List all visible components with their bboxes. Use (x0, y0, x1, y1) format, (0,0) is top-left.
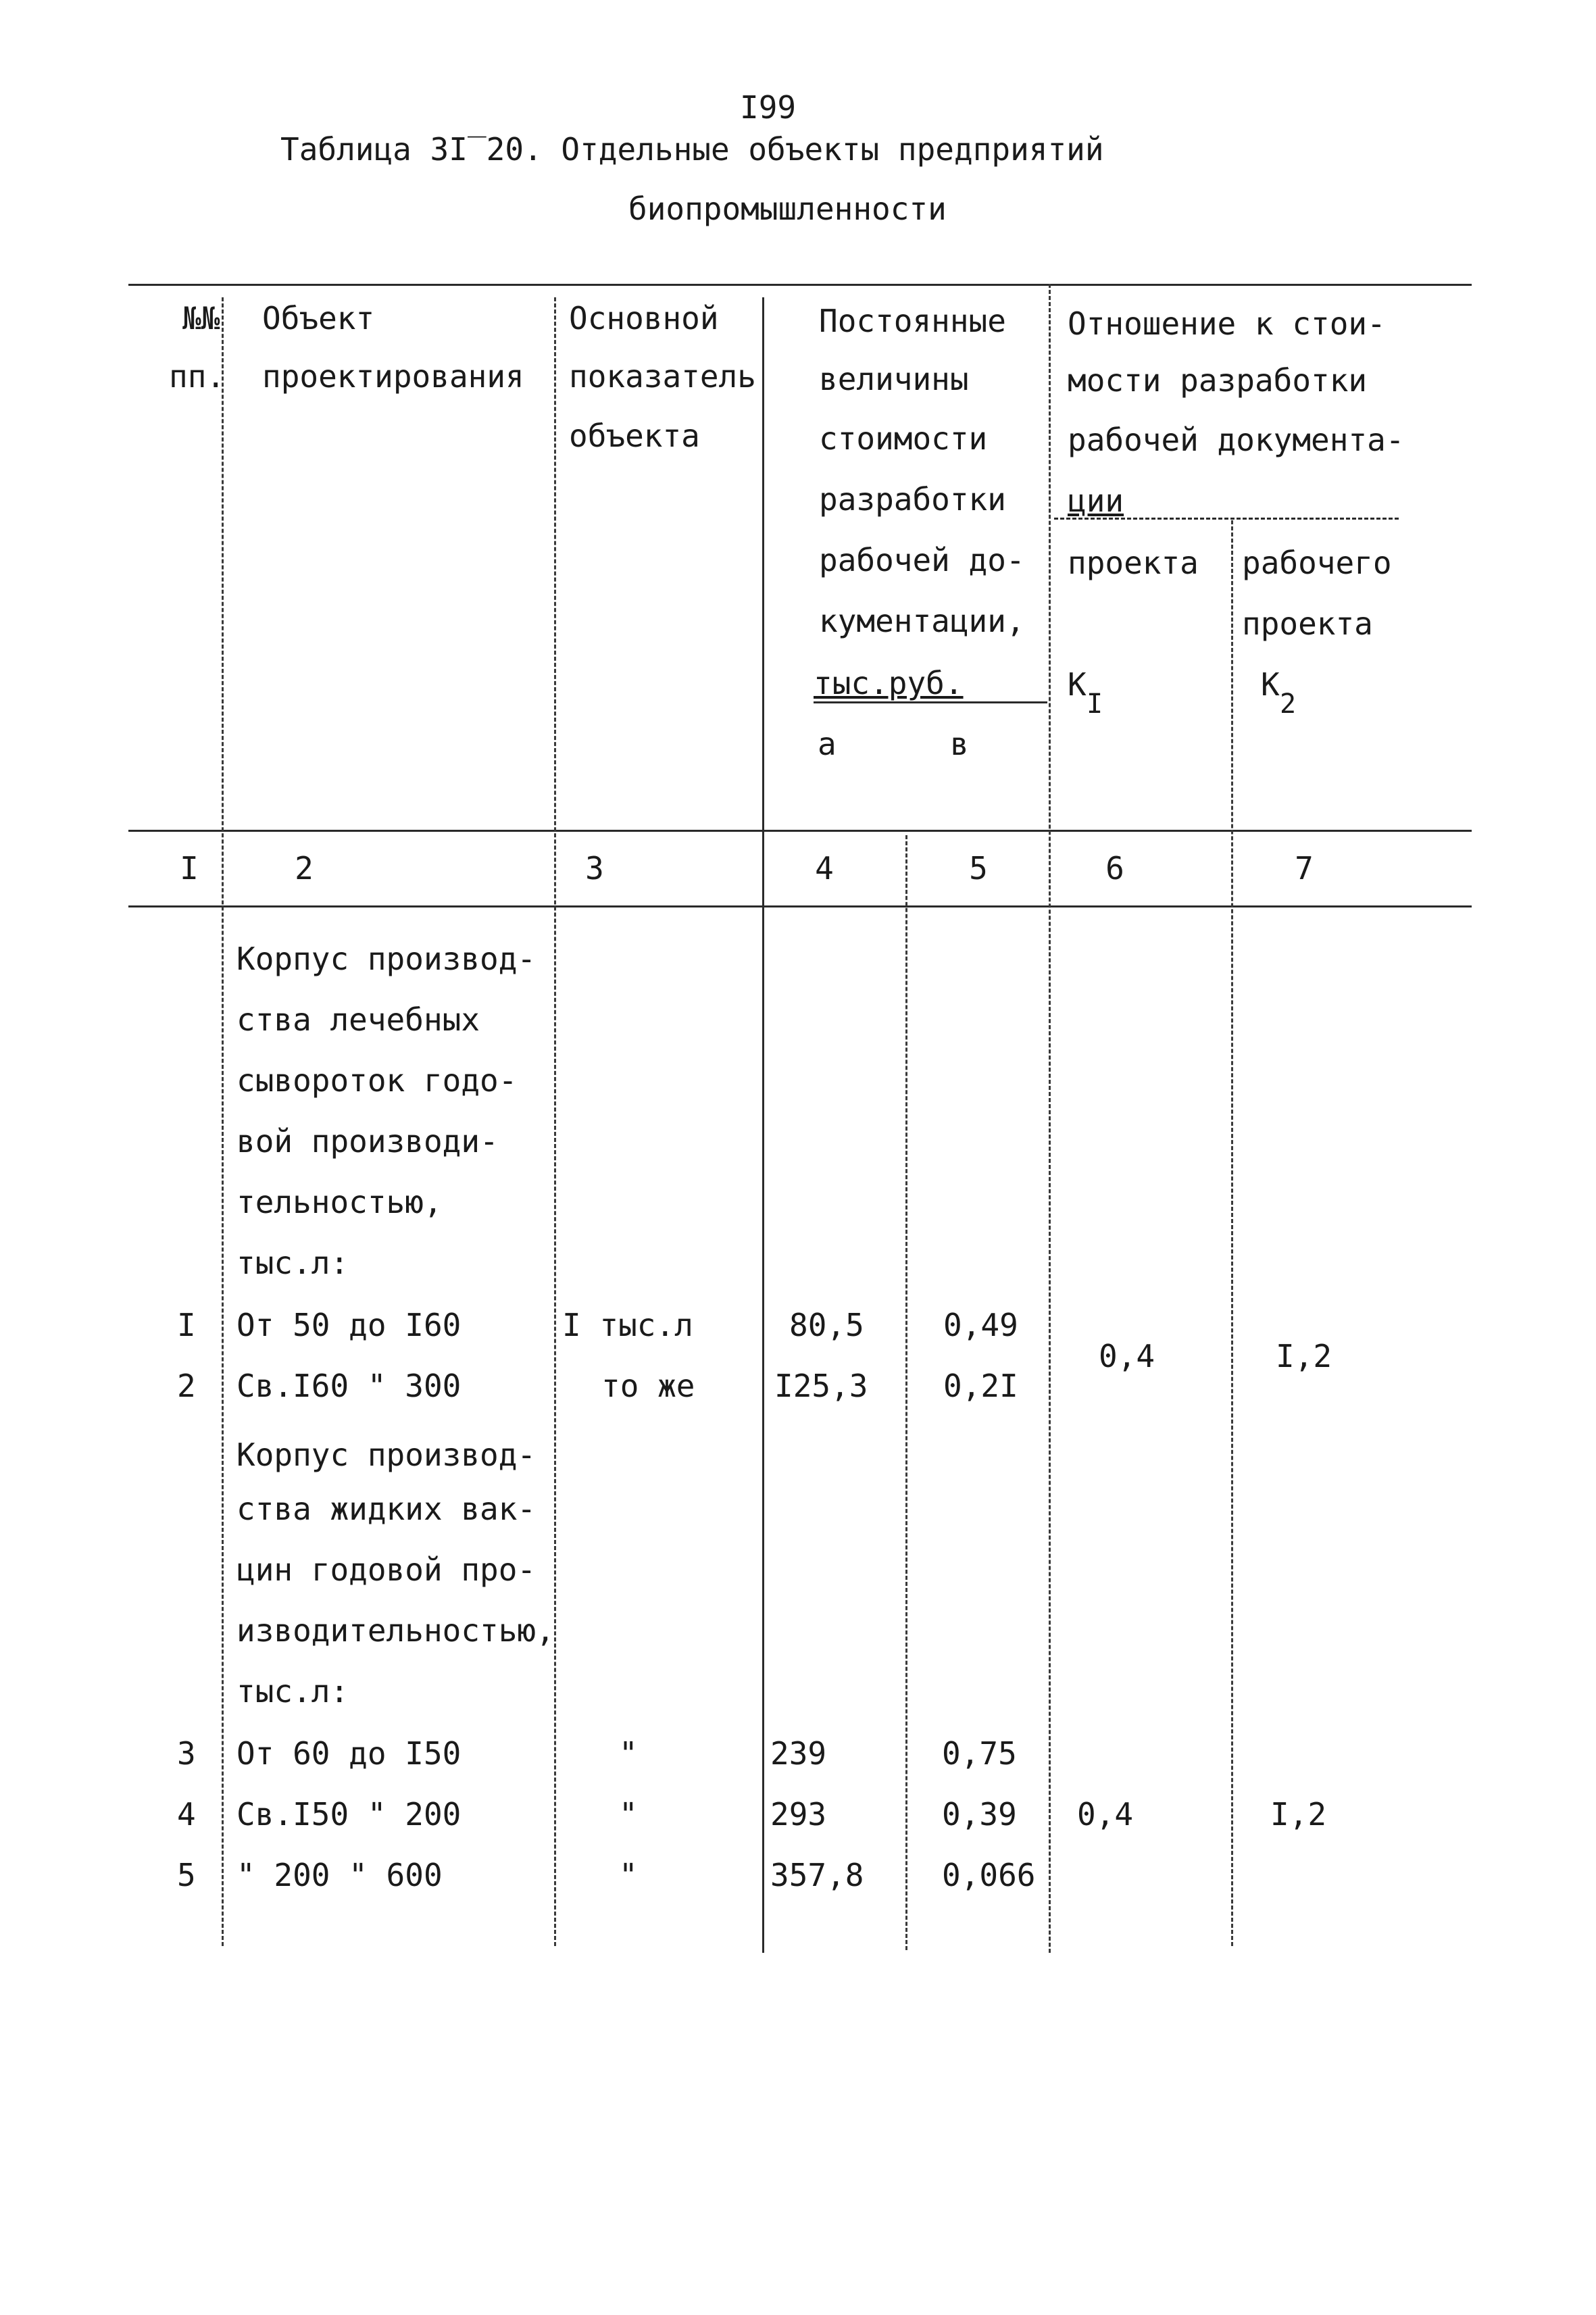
header-col67-line2: мости разработки (1068, 362, 1368, 399)
col-sep-1 (222, 297, 224, 1946)
header-col3-line3: объекта (569, 418, 700, 454)
row-value-b: 0,75 (942, 1735, 1017, 1772)
header-col45-line1: Постоянные (819, 303, 1006, 339)
group1-title-line5: тельностью, (236, 1184, 443, 1220)
header-col45-line4: разработки (819, 481, 1006, 518)
header-col45-unit: тыс.руб. (814, 665, 964, 701)
group1-title-line6: тыс.л: (236, 1245, 349, 1281)
table-title: Таблица 3I‾20. Отдельные объекты предприятий (280, 131, 1104, 168)
group2-title-line5: тыс.л: (236, 1673, 349, 1710)
row-indicator: " (619, 1735, 638, 1772)
row-value-a: 80,5 (789, 1307, 864, 1343)
row-value-a: 357,8 (770, 1857, 864, 1893)
header-col45-line3: стоимости (819, 420, 988, 457)
header-col1-line1: №№ (182, 300, 220, 337)
header-col6-label: проекта (1068, 545, 1199, 581)
col-sep-2 (554, 297, 556, 1946)
colnum-4: 4 (815, 850, 834, 887)
row-indicator: " (619, 1857, 638, 1893)
row-number: 2 (177, 1368, 196, 1404)
row-indicator: то же (601, 1368, 695, 1404)
group2-k2: I,2 (1270, 1796, 1327, 1833)
colnum-1: I (180, 850, 199, 887)
group2-title-line4: изводительностью, (236, 1612, 555, 1649)
header-col3-line2: показатель (569, 358, 756, 395)
col-sep-3 (762, 297, 764, 1953)
page-number: I99 (740, 89, 797, 126)
col-sep-4 (905, 835, 907, 1950)
header-col3-line1: Основной (569, 300, 719, 337)
group1-title-line3: сывороток годо- (236, 1062, 518, 1099)
colnum-3: 3 (585, 850, 604, 887)
header-col7-line2: проекта (1242, 605, 1373, 642)
row-object: От 60 до I50 (236, 1735, 462, 1772)
header-col6-k-sub: I (1087, 689, 1103, 720)
header-col2-line2: проектирования (262, 358, 524, 395)
header-col7-k-sub: 2 (1280, 689, 1297, 720)
row-value-b: 0,39 (942, 1796, 1017, 1833)
header-col1-line2: пп. (169, 358, 226, 395)
group2-title-line2: ства жидких вак- (236, 1491, 537, 1527)
header-col5-sub: в (950, 726, 969, 762)
row-value-a: I25,3 (774, 1368, 868, 1404)
row-object: От 50 до I60 (236, 1307, 462, 1343)
row-value-b: 0,066 (942, 1857, 1036, 1893)
col-sep-5 (1049, 284, 1051, 1953)
header-col45-line6: кументации, (819, 603, 1025, 639)
col-sep-6 (1231, 520, 1233, 1946)
numbers-bottom-rule (128, 905, 1472, 907)
group1-k1: 0,4 (1099, 1338, 1155, 1374)
row-number: 5 (177, 1857, 196, 1893)
group2-k1: 0,4 (1077, 1796, 1134, 1833)
row-value-a: 239 (770, 1735, 827, 1772)
row-number: I (177, 1307, 196, 1343)
colnum-2: 2 (295, 850, 314, 887)
group2-title-line3: цин годовой про- (236, 1551, 537, 1588)
group1-title-line4: вой производи- (236, 1123, 499, 1160)
header-col45-line5: рабочей до- (819, 542, 1025, 578)
colnum-6: 6 (1105, 850, 1124, 887)
row-value-a: 293 (770, 1796, 827, 1833)
header-col67-line3: рабочей документа- (1068, 422, 1405, 458)
group1-title-line1: Корпус производ- (236, 941, 537, 977)
row-value-b: 0,2I (943, 1368, 1018, 1404)
header-col2-line1: Объект (262, 300, 375, 337)
row-object: Св.I60 " 300 (236, 1368, 462, 1404)
group2-title-line1: Корпус производ- (236, 1437, 537, 1473)
group1-title-line2: ства лечебных (236, 1001, 480, 1038)
colnum-7: 7 (1295, 850, 1314, 887)
header-unit-underline (814, 701, 1047, 703)
colnum-5: 5 (969, 850, 988, 887)
header-col67-line4: ции (1068, 482, 1124, 519)
row-value-b: 0,49 (943, 1307, 1018, 1343)
row-indicator: I тыс.л (562, 1307, 693, 1343)
table-top-rule (128, 284, 1472, 286)
header-col7-k: К (1261, 666, 1280, 703)
header-col67-line1: Отношение к стои- (1068, 305, 1386, 342)
header-col45-line2: величины (819, 361, 969, 397)
header-col4-sub: а (818, 726, 837, 762)
row-number: 3 (177, 1735, 196, 1772)
row-object: " 200 " 600 (236, 1857, 443, 1893)
table-title-continued: биопромышленности (628, 191, 947, 227)
row-number: 4 (177, 1796, 196, 1833)
header-col7-line1: рабочего (1242, 545, 1392, 581)
header-bottom-rule (128, 830, 1472, 832)
header-col6-k: К (1068, 666, 1087, 703)
row-indicator: " (619, 1796, 638, 1833)
group1-k2: I,2 (1276, 1338, 1332, 1374)
row-object: Св.I50 " 200 (236, 1796, 462, 1833)
